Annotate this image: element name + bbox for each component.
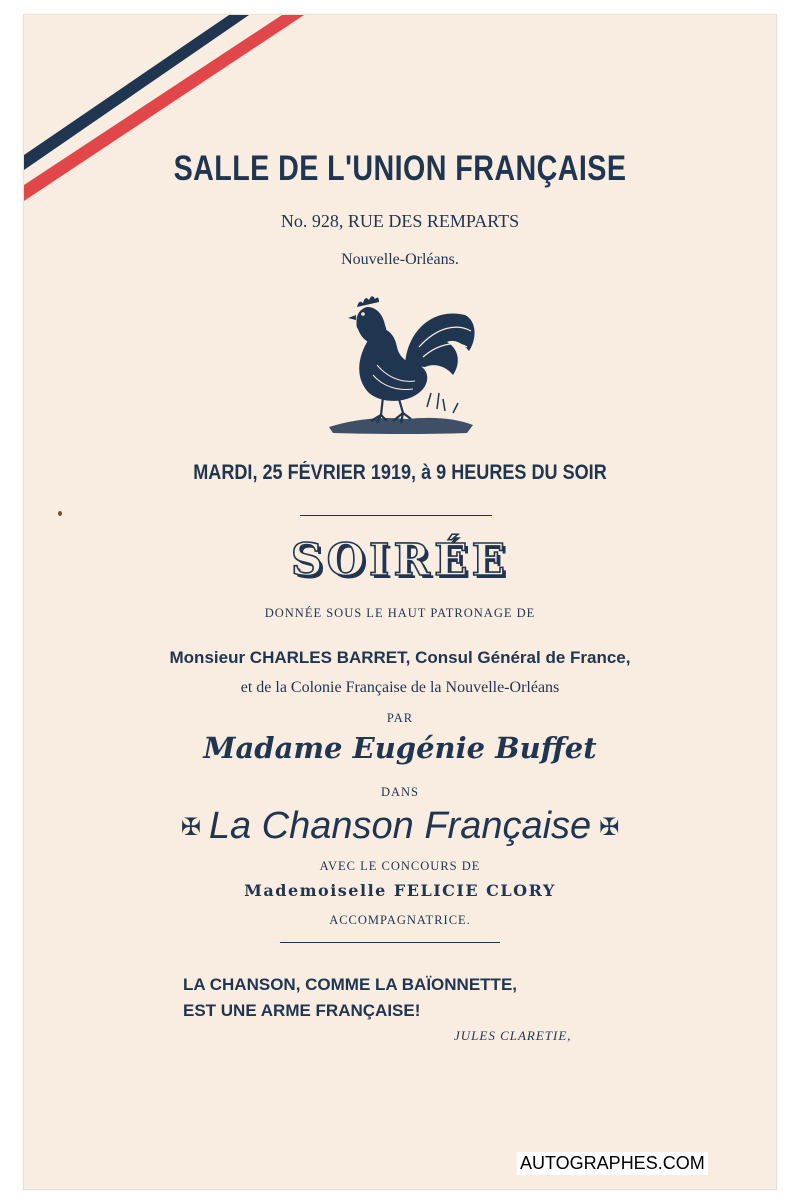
quote	[183, 972, 517, 1024]
quote-author: JULES CLARETIE,	[454, 1028, 572, 1043]
show-title: La Chanson Française	[208, 805, 592, 847]
colony-line: et de la Colonie Française de la Nouvelle-Orléans	[240, 679, 560, 696]
rooster-icon	[327, 287, 477, 437]
show-title-row	[24, 805, 776, 848]
maltese-cross-icon: ✠	[180, 814, 201, 842]
maltese-cross-icon: ✠	[599, 814, 620, 842]
event-date: MARDI, 25 FÉVRIER 1919, à 9 HEURES DU SOIR	[193, 461, 607, 484]
paper-spot	[58, 511, 62, 516]
quote-line-2: EST UNE ARME FRANÇAISE!	[183, 1001, 421, 1020]
hall-title: SALLE DE L'UNION FRANÇAISE	[173, 149, 627, 188]
divider-top	[300, 515, 492, 516]
event-title: SOIRÉE	[290, 535, 510, 586]
performer-name: Madame Eugénie Buffet	[203, 731, 597, 765]
divider-bottom	[280, 942, 500, 943]
with-intro: AVEC LE CONCOURS DE	[319, 859, 481, 873]
patron-name: Monsieur CHARLES BARRET, Consul Général de France,	[169, 648, 631, 667]
watermark: AUTOGRAPHES.COM	[517, 1152, 708, 1175]
par-label: PAR	[386, 711, 414, 725]
accompanist-name: Mademoiselle FELICIE CLORY	[244, 881, 556, 900]
hall-city: Nouvelle-Orléans.	[341, 251, 459, 268]
dans-label: DANS	[380, 785, 420, 799]
patronage-intro: DONNÉE SOUS LE HAUT PATRONAGE DE	[264, 606, 536, 620]
hall-address: No. 928, RUE DES REMPARTS	[280, 211, 520, 231]
quote-line-1: LA CHANSON, COMME LA BAÏONNETTE,	[183, 975, 518, 994]
accompanist-role: ACCOMPAGNATRICE.	[329, 913, 471, 927]
program-sheet	[23, 14, 777, 1190]
